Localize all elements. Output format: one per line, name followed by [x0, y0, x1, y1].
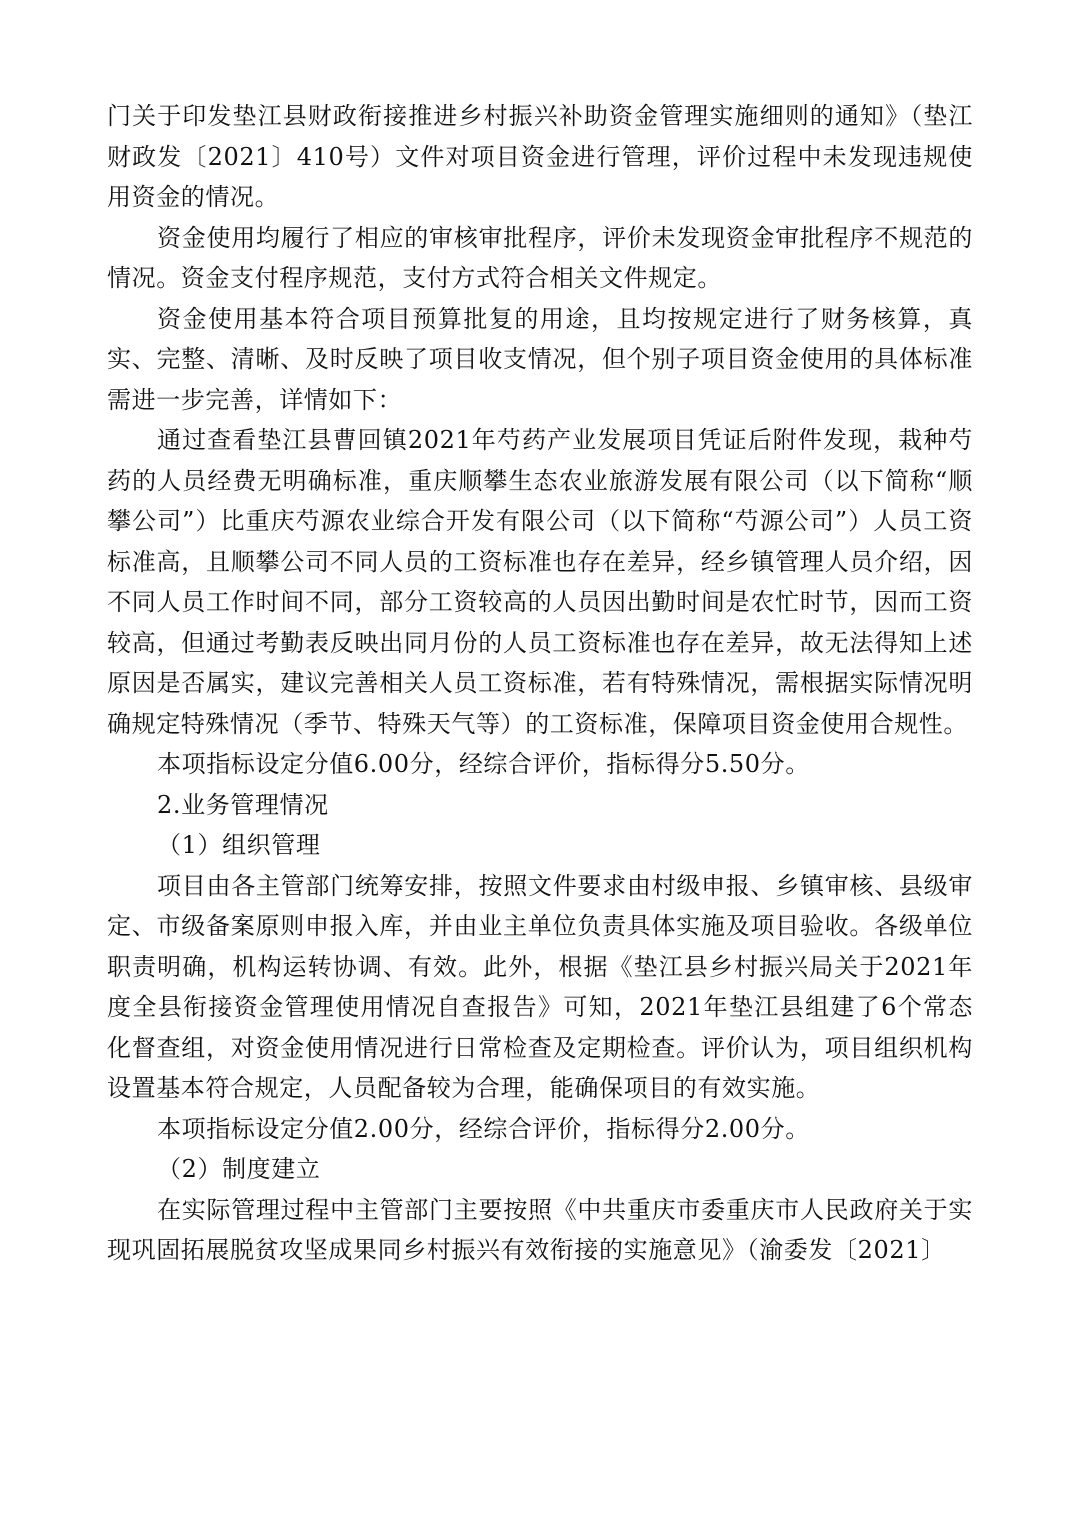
section-heading-business-management: 2.业务管理情况: [157, 790, 329, 819]
document-body: [107, 96, 973, 1271]
paragraph-approval-procedure: 资金使用均履行了相应的审核审批程序，评价未发现资金审批程序不规范的情况。资金支付程序规范，支付方式符合相关文件规定。: [107, 223, 973, 292]
paragraph-score-organization: 本项指标设定分值2.00分，经综合评价，指标得分2.00分。: [157, 1114, 810, 1143]
paragraph-fund-management-continued: 门关于印发垫江县财政衔接推进乡村振兴补助资金管理实施细则的通知》（垫江财政发〔2021〕410号）文件对项目资金进行管理，评价过程中未发现违规使用资金的情况。: [107, 102, 973, 211]
paragraph-system-establishment: 在实际管理过程中主管部门主要按照《中共重庆市委重庆市人民政府关于实现巩固拓展脱贫攻坚成果同乡村振兴有效衔接的实施意见》（渝委发〔2021〕: [107, 1195, 973, 1264]
subsection-heading-organization: （1）组织管理: [157, 831, 321, 859]
paragraph-fund-usage: 资金使用基本符合项目预算批复的用途，且均按规定进行了财务核算，真实、完整、清晰、及时反映了项目收支情况，但个别子项目资金使用的具体标准需进一步完善，详情如下：: [107, 304, 973, 414]
paragraph-peony-project-details: 通过查看垫江县曹回镇2021年芍药产业发展项目凭证后附件发现，栽种芍药的人员经费无明确标准，重庆顺攀生态农业旅游发展有限公司（以下简称“顺攀公司”）比重庆芍源农业综合开发有限公司（以下简称“芍源公司”）人员工资标准高，且顺攀公司不同人员的工资标准也存在差异，经乡镇管理人员介绍，因不同人员工作时间不同，部分工资较高的人员因出勤时间是农忙时节，因而工资较高，但通过考勤表反映出同月份的人员工资标准也存在差异，故无法得知上述原因是否属实，建议完善相关人员工资标准，若有特殊情况，需根据实际情况明确规定特殊情况（季节、特殊天气等）的工资标准，保障项目资金使用合规性。: [107, 426, 973, 738]
subsection-heading-system-establishment: （2）制度建立: [157, 1155, 321, 1183]
paragraph-score-fund-usage: 本项指标设定分值6.00分，经综合评价，指标得分5.50分。: [157, 750, 810, 778]
paragraph-organization-management: 项目由各主管部门统筹安排，按照文件要求由村级申报、乡镇审核、县级审定、市级备案原则申报入库，并由业主单位负责具体实施及项目验收。各级单位职责明确，机构运转协调、有效。此外，根据《垫江县乡村振兴局关于2021年度全县衔接资金管理使用情况自查报告》可知，2021年垫江县组建了6个常态化督查组，对资金使用情况进行日常检查及定期检查。评价认为，项目组织机构设置基本符合规定，人员配备较为合理，能确保项目的有效实施。: [107, 871, 973, 1102]
